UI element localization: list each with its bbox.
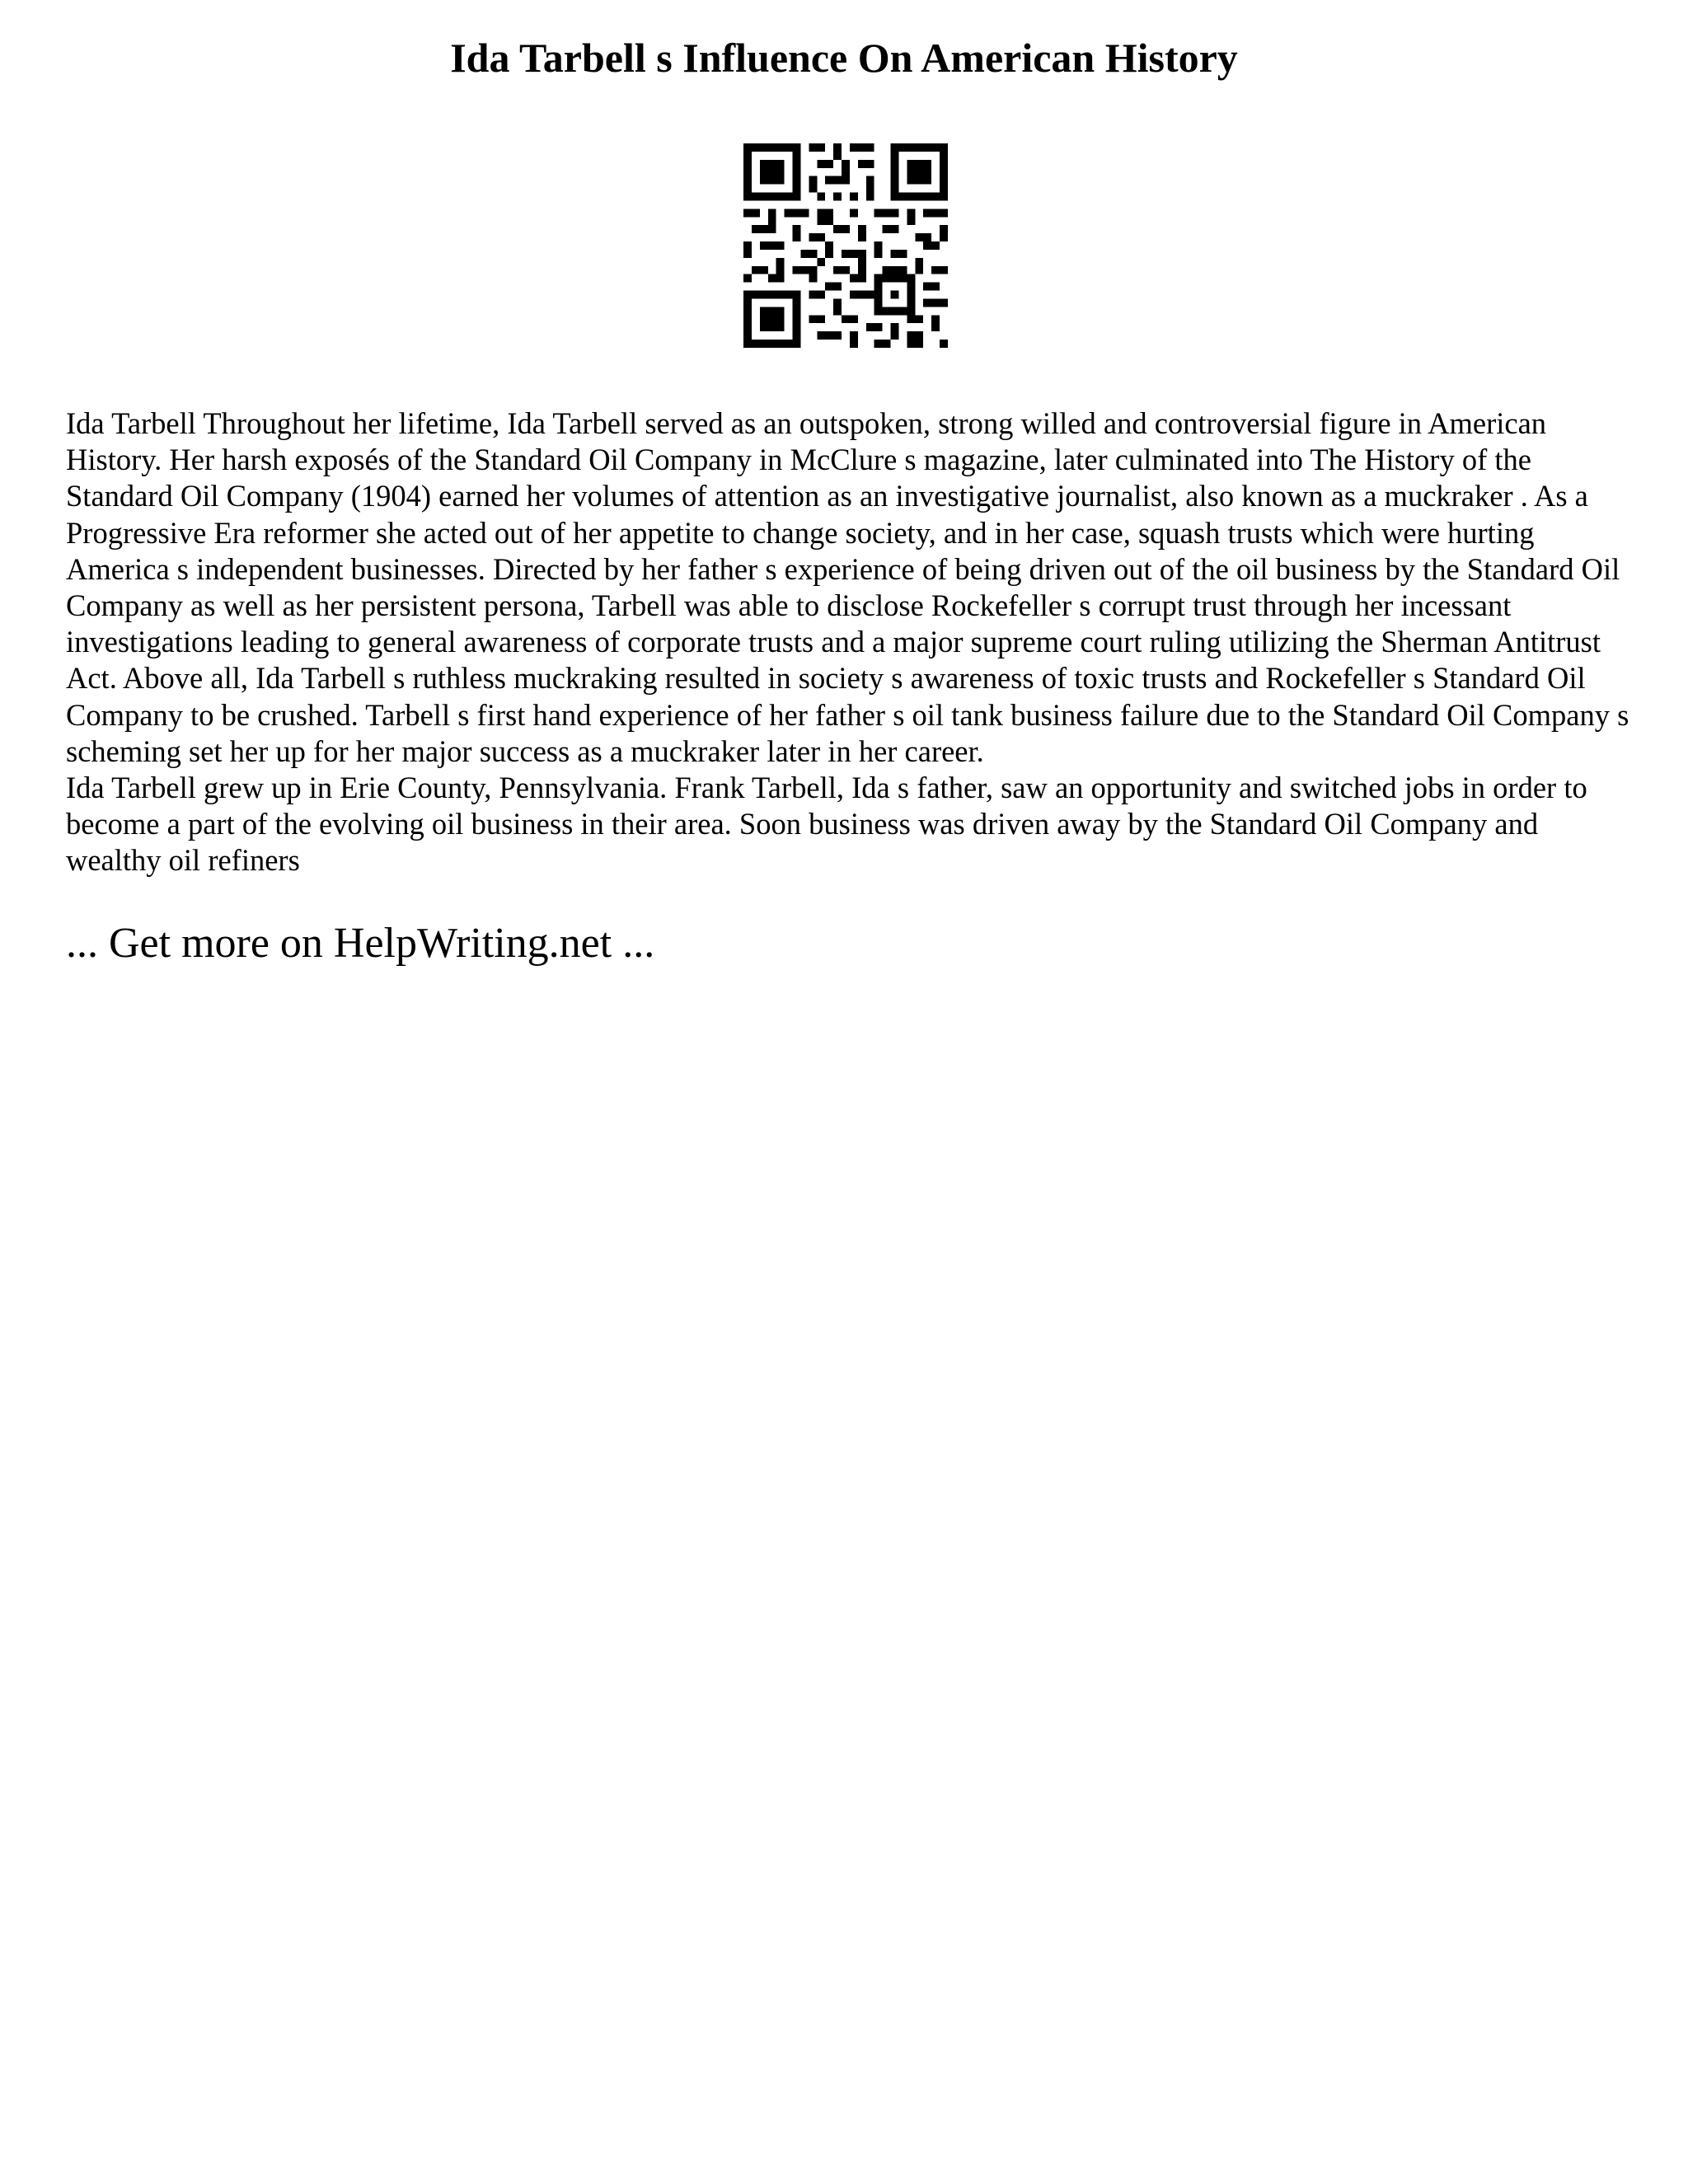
- body-paragraph: Ida Tarbell Throughout her lifetime, Ida Tarbell served as an outspoken, strong willed and controversial figure in American History. Her harsh exposés of the Standard Oil Company in McClure s magazine, later culminated into The History of the Standard Oil Company (1904) earned her volumes of attention as an investigative journalist, also known as a muckraker . As a Progressive Era reformer she acted out of her appetite to change society, and in her case, squash trusts which were hurting America s independent businesses. Directed by her father s experience of being driven out of the oil business by the Standard Oil Company as well as her persistent persona, Tarbell was able to disclose Rockefeller s corrupt trust through her incessant investigations leading to general awareness of corporate trusts and a major supreme court ruling utilizing the Sherman Antitrust Act. Above all, Ida Tarbell s ruthless muckraking resulted in society s awareness of toxic trusts and Rockefeller s Standard Oil Company to be crushed. Tarbell s first hand experience of her father s oil tank business failure due to the Standard Oil Company s scheming set her up for her major success as a muckraker later in her career.: [66, 406, 1629, 768]
- article-body: [66, 405, 1632, 879]
- qr-code-icon[interactable]: [743, 143, 948, 348]
- document-title: Ida Tarbell s Influence On American History: [450, 35, 1238, 81]
- qr-code-graphic: [743, 143, 948, 348]
- get-more-link[interactable]: ... Get more on HelpWriting.net ...: [66, 920, 655, 967]
- body-paragraph: Ida Tarbell grew up in Erie County, Pennsylvania. Frank Tarbell, Ida s father, saw an opportunity and switched jobs in order to become a part of the evolving oil business in their area. Soon business was driven away by the Standard Oil Company and wealthy oil refiners: [66, 771, 1587, 878]
